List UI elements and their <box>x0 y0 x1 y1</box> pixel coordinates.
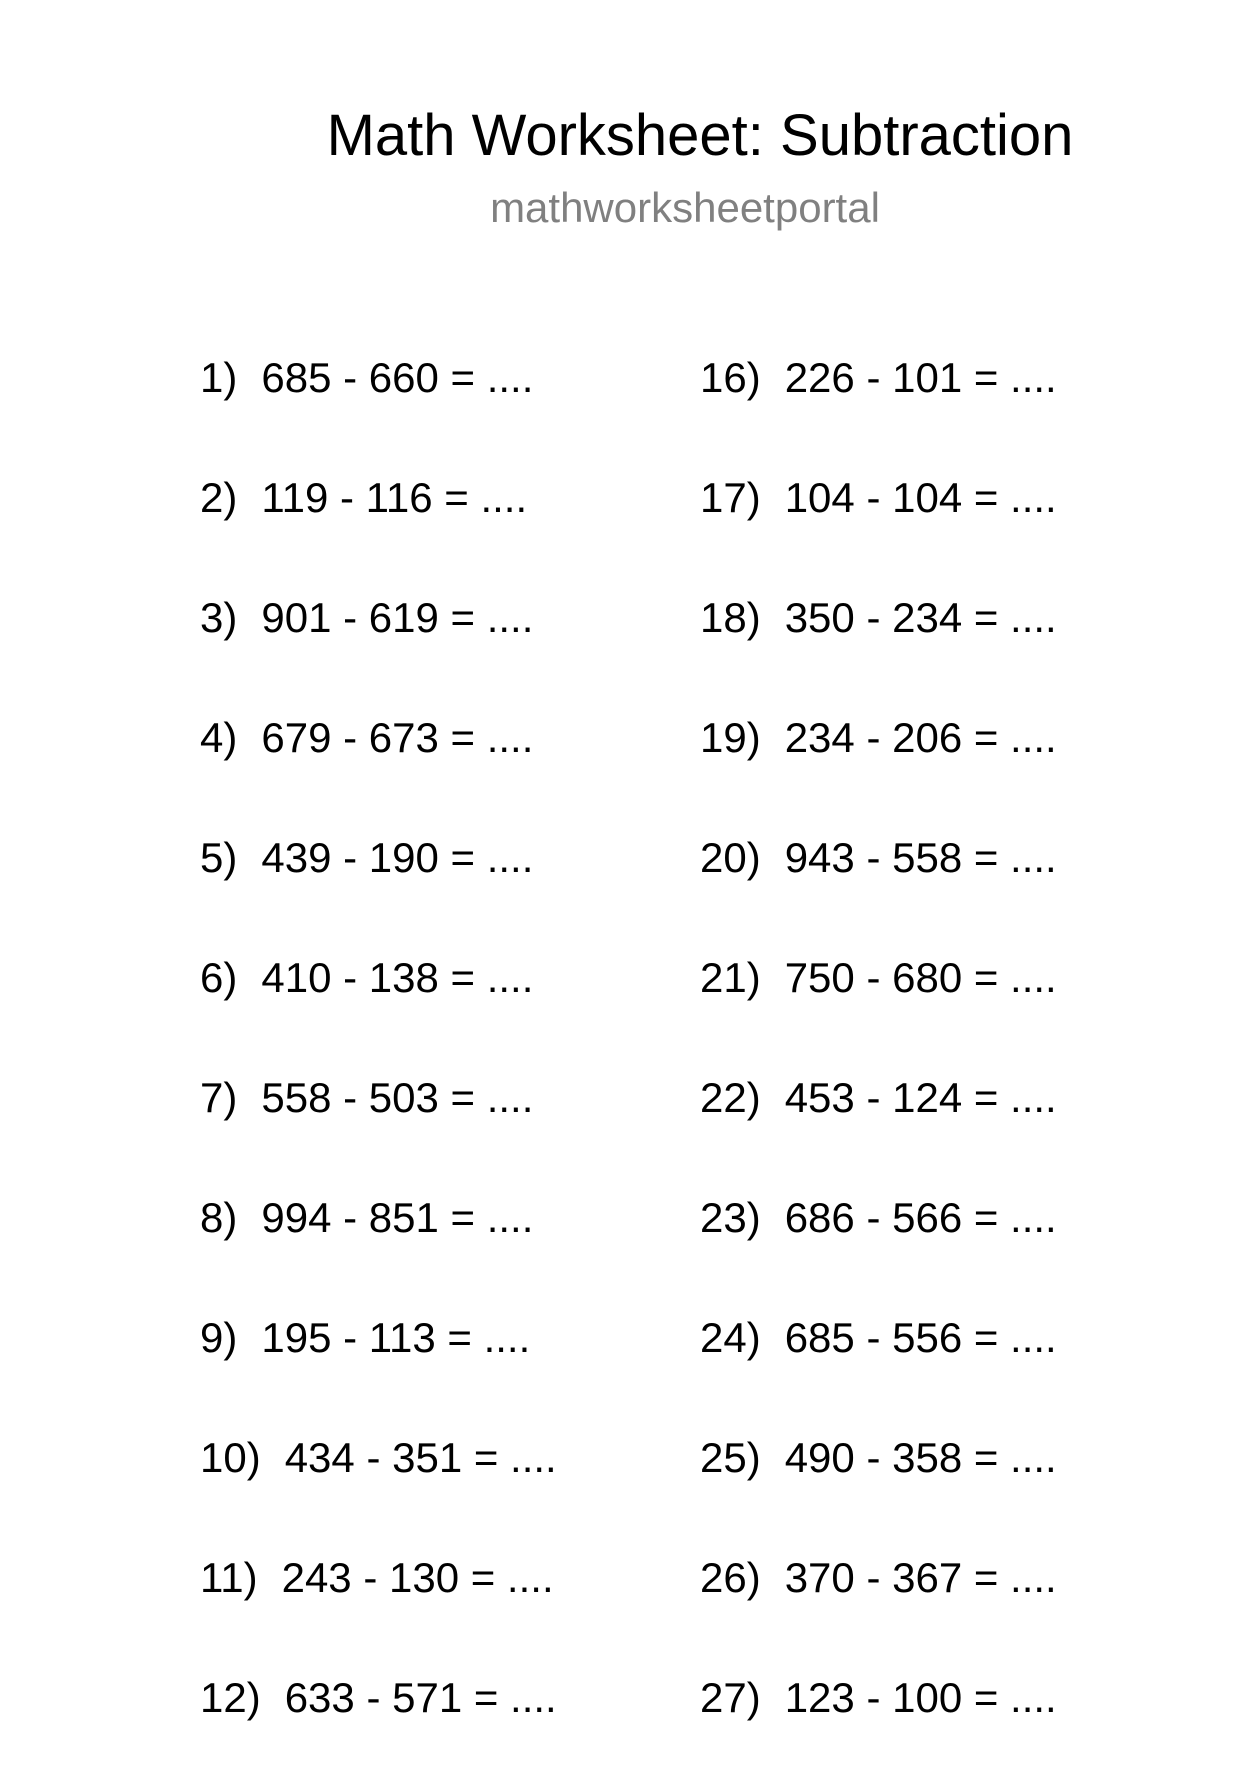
problem-number: 21) <box>700 954 761 1001</box>
problem-number: 19) <box>700 714 761 761</box>
problem-item <box>700 1058 1057 1178</box>
problem-number: 10) <box>200 1434 261 1481</box>
problem-item <box>200 1418 557 1538</box>
problem-number: 23) <box>700 1194 761 1241</box>
problem-expression: 370 - 367 = .... <box>784 1554 1057 1601</box>
worksheet-subtitle: mathworksheetportal <box>490 184 880 231</box>
problem-expression: 685 - 556 = .... <box>784 1314 1057 1361</box>
problem-number: 22) <box>700 1074 761 1121</box>
problem-expression: 119 - 116 = .... <box>261 474 528 521</box>
problem-number: 6) <box>200 954 238 1001</box>
problem-number: 8) <box>200 1194 238 1241</box>
problem-item <box>700 1658 1057 1778</box>
problem-number: 2) <box>200 474 238 521</box>
problem-expression: 243 - 130 = .... <box>281 1554 554 1601</box>
problem-expression: 685 - 660 = .... <box>261 354 534 401</box>
problem-number: 11) <box>200 1554 258 1601</box>
problem-expression: 633 - 571 = .... <box>284 1674 557 1721</box>
problem-expression: 686 - 566 = .... <box>784 1194 1057 1241</box>
problem-expression: 439 - 190 = .... <box>261 834 534 881</box>
problem-item <box>700 578 1057 698</box>
problem-number: 3) <box>200 594 238 641</box>
problem-expression: 410 - 138 = .... <box>261 954 534 1001</box>
problem-expression: 350 - 234 = .... <box>784 594 1057 641</box>
problem-expression: 490 - 358 = .... <box>784 1434 1057 1481</box>
problem-item <box>200 1658 557 1778</box>
problem-item <box>700 458 1057 578</box>
problem-number: 4) <box>200 714 238 761</box>
problem-item <box>200 338 557 458</box>
problem-expression: 195 - 113 = .... <box>261 1314 531 1361</box>
problem-item <box>200 1058 557 1178</box>
problem-number: 20) <box>700 834 761 881</box>
problem-expression: 943 - 558 = .... <box>784 834 1057 881</box>
problem-item <box>700 818 1057 938</box>
problem-number: 18) <box>700 594 761 641</box>
problem-item <box>700 1538 1057 1658</box>
problem-number: 24) <box>700 1314 761 1361</box>
problem-number: 1) <box>200 354 238 401</box>
problem-expression: 901 - 619 = .... <box>261 594 534 641</box>
problem-item <box>200 578 557 698</box>
problem-expression: 123 - 100 = .... <box>784 1674 1057 1721</box>
problem-column-right <box>700 338 1057 1778</box>
problem-number: 16) <box>700 354 761 401</box>
problem-expression: 994 - 851 = .... <box>261 1194 534 1241</box>
problem-item <box>200 698 557 818</box>
problem-item <box>200 818 557 938</box>
problem-number: 5) <box>200 834 238 881</box>
problem-number: 26) <box>700 1554 761 1601</box>
problem-expression: 104 - 104 = .... <box>784 474 1057 521</box>
problem-expression: 226 - 101 = .... <box>784 354 1057 401</box>
problem-number: 25) <box>700 1434 761 1481</box>
problem-expression: 750 - 680 = .... <box>784 954 1057 1001</box>
problem-item <box>700 1178 1057 1298</box>
problem-item <box>700 338 1057 458</box>
problem-item <box>200 458 557 578</box>
problem-expression: 558 - 503 = .... <box>261 1074 534 1121</box>
problem-expression: 453 - 124 = .... <box>784 1074 1057 1121</box>
problem-number: 9) <box>200 1314 238 1361</box>
problem-item <box>700 938 1057 1058</box>
problem-item <box>700 698 1057 818</box>
problem-item <box>200 938 557 1058</box>
problem-item <box>200 1298 557 1418</box>
problem-number: 17) <box>700 474 761 521</box>
problem-number: 7) <box>200 1074 238 1121</box>
problem-item <box>700 1418 1057 1538</box>
problem-number: 12) <box>200 1674 261 1721</box>
problem-item <box>200 1538 557 1658</box>
problem-column-left <box>200 338 557 1778</box>
problem-item <box>200 1178 557 1298</box>
problem-number: 27) <box>700 1674 761 1721</box>
problem-item <box>700 1298 1057 1418</box>
worksheet-title: Math Worksheet: Subtraction <box>326 103 1074 168</box>
problem-expression: 434 - 351 = .... <box>284 1434 557 1481</box>
problem-expression: 234 - 206 = .... <box>784 714 1057 761</box>
problem-expression: 679 - 673 = .... <box>261 714 534 761</box>
